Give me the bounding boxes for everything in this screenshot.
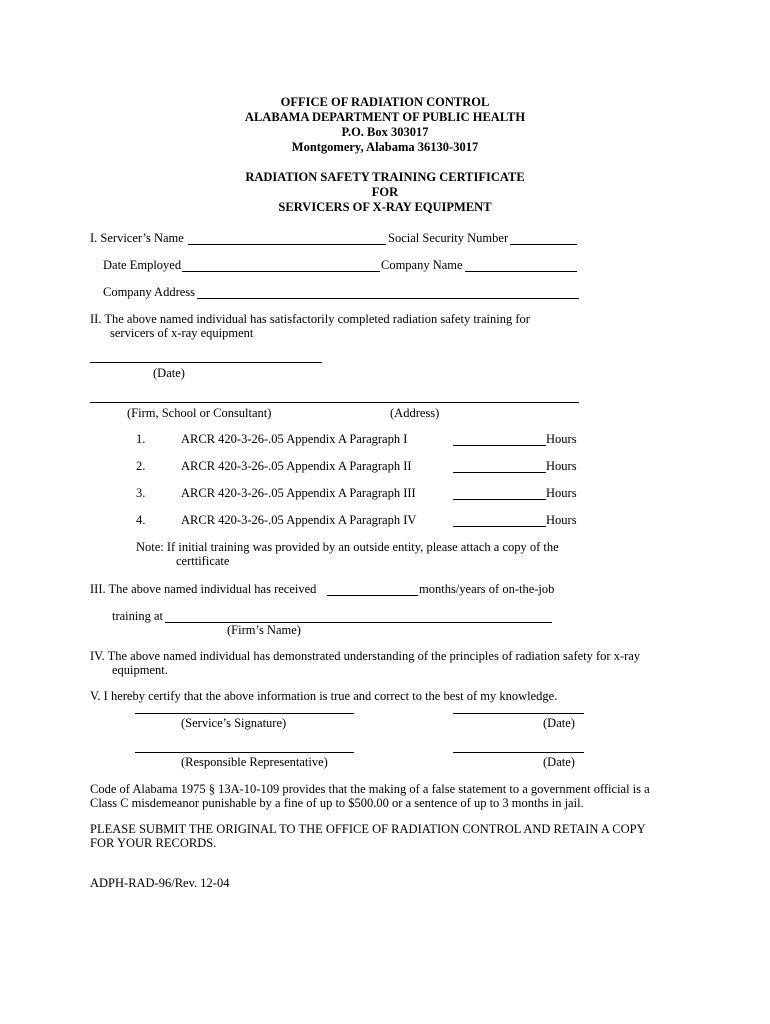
- section4-text-line2: equipment.: [112, 663, 168, 677]
- address-caption: (Address): [390, 406, 440, 420]
- section5-certify-text: V. I hereby certify that the above information is true and correct to the best of my knowledge.: [90, 689, 558, 703]
- paragraph-number: 1.: [136, 432, 146, 446]
- ojt-duration-field[interactable]: [327, 595, 418, 596]
- office-title: OFFICE OF RADIATION CONTROL: [280, 95, 490, 109]
- section4-text-line1: IV. The above named individual has demonstrated understanding of the principles of radiation safety for x-ray: [90, 649, 641, 663]
- paragraph-1-hours-field[interactable]: [453, 445, 546, 446]
- ssn-field[interactable]: [510, 244, 577, 245]
- submit-instruction-line1: PLEASE SUBMIT THE ORIGINAL TO THE OFFICE OF RADIATION CONTROL AND RETAIN A COPY: [90, 822, 646, 836]
- date-employed-field[interactable]: [182, 271, 380, 272]
- signature-date-caption: (Date): [543, 716, 575, 730]
- paragraph-number: 2.: [136, 459, 146, 473]
- form-title-line1: RADIATION SAFETY TRAINING CERTIFICATE: [245, 170, 525, 184]
- paragraph-label: ARCR 420-3-26-.05 Appendix A Paragraph II: [181, 459, 412, 473]
- paragraph-3-hours-field[interactable]: [453, 499, 546, 500]
- hours-unit: Hours: [546, 513, 577, 527]
- form-title-line3: SERVICERS OF X-RAY EQUIPMENT: [278, 200, 492, 214]
- firm-caption: (Firm, School or Consultant): [127, 406, 272, 420]
- training-firm-field[interactable]: [165, 622, 552, 623]
- hours-unit: Hours: [546, 486, 577, 500]
- firm-name-caption: (Firm’s Name): [227, 623, 301, 637]
- company-address-field[interactable]: [197, 298, 579, 299]
- hours-unit: Hours: [546, 459, 577, 473]
- paragraph-label: ARCR 420-3-26-.05 Appendix A Paragraph III: [181, 486, 416, 500]
- submit-instruction-line2: FOR YOUR RECORDS.: [90, 836, 217, 850]
- legal-notice-line1: Code of Alabama 1975 § 13A-10-109 provides that the making of a false statement to a government official is a: [90, 782, 650, 796]
- company-name-label: Company Name: [381, 258, 463, 272]
- servicer-signature-field[interactable]: [135, 713, 354, 714]
- po-box: P.O. Box 303017: [341, 125, 429, 139]
- paragraph-number: 3.: [136, 486, 146, 500]
- representative-caption: (Responsible Representative): [181, 755, 328, 769]
- training-date-field[interactable]: [90, 362, 322, 363]
- servicer-name-label: I. Servicer’s Name: [90, 231, 184, 245]
- department-title: ALABAMA DEPARTMENT OF PUBLIC HEALTH: [244, 110, 526, 124]
- company-name-field[interactable]: [465, 271, 577, 272]
- training-at-label: training at: [112, 609, 164, 623]
- section3-text-prefix: III. The above named individual has received: [90, 582, 317, 596]
- paragraph-2-hours-field[interactable]: [453, 472, 546, 473]
- firm-address-field[interactable]: [90, 402, 579, 403]
- hours-unit: Hours: [546, 432, 577, 446]
- paragraph-label: ARCR 420-3-26-.05 Appendix A Paragraph I: [181, 432, 408, 446]
- signature-caption: (Service’s Signature): [181, 716, 287, 730]
- paragraph-number: 4.: [136, 513, 146, 527]
- city-address: Montgomery, Alabama 36130-3017: [291, 140, 479, 154]
- legal-notice-line2: Class C misdemeanor punishable by a fine of up to $500.00 or a sentence of up to 3 months in jail.: [90, 796, 584, 810]
- company-address-label: Company Address: [103, 285, 196, 299]
- date-employed-label: Date Employed: [103, 258, 182, 272]
- note-line2: certtificate: [176, 554, 230, 568]
- form-title-line2: FOR: [371, 185, 399, 199]
- note-line1: Note: If initial training was provided by an outside entity, please attach a copy of the: [136, 540, 559, 554]
- representative-signature-field[interactable]: [135, 752, 354, 753]
- paragraph-label: ARCR 420-3-26-.05 Appendix A Paragraph IV: [181, 513, 417, 527]
- section2-text-line2: servicers of x-ray equipment: [110, 326, 254, 340]
- servicer-name-field[interactable]: [188, 244, 386, 245]
- form-id: ADPH-RAD-96/Rev. 12-04: [90, 876, 230, 890]
- representative-date-caption: (Date): [543, 755, 575, 769]
- representative-date-field[interactable]: [453, 752, 584, 753]
- ssn-label: Social Security Number: [388, 231, 509, 245]
- paragraph-4-hours-field[interactable]: [453, 526, 546, 527]
- signature-date-field[interactable]: [453, 713, 584, 714]
- training-date-caption: (Date): [153, 366, 185, 380]
- section2-text-line1: II. The above named individual has satisfactorily completed radiation safety training for: [90, 312, 530, 326]
- section3-text-suffix: months/years of on-the-job: [419, 582, 555, 596]
